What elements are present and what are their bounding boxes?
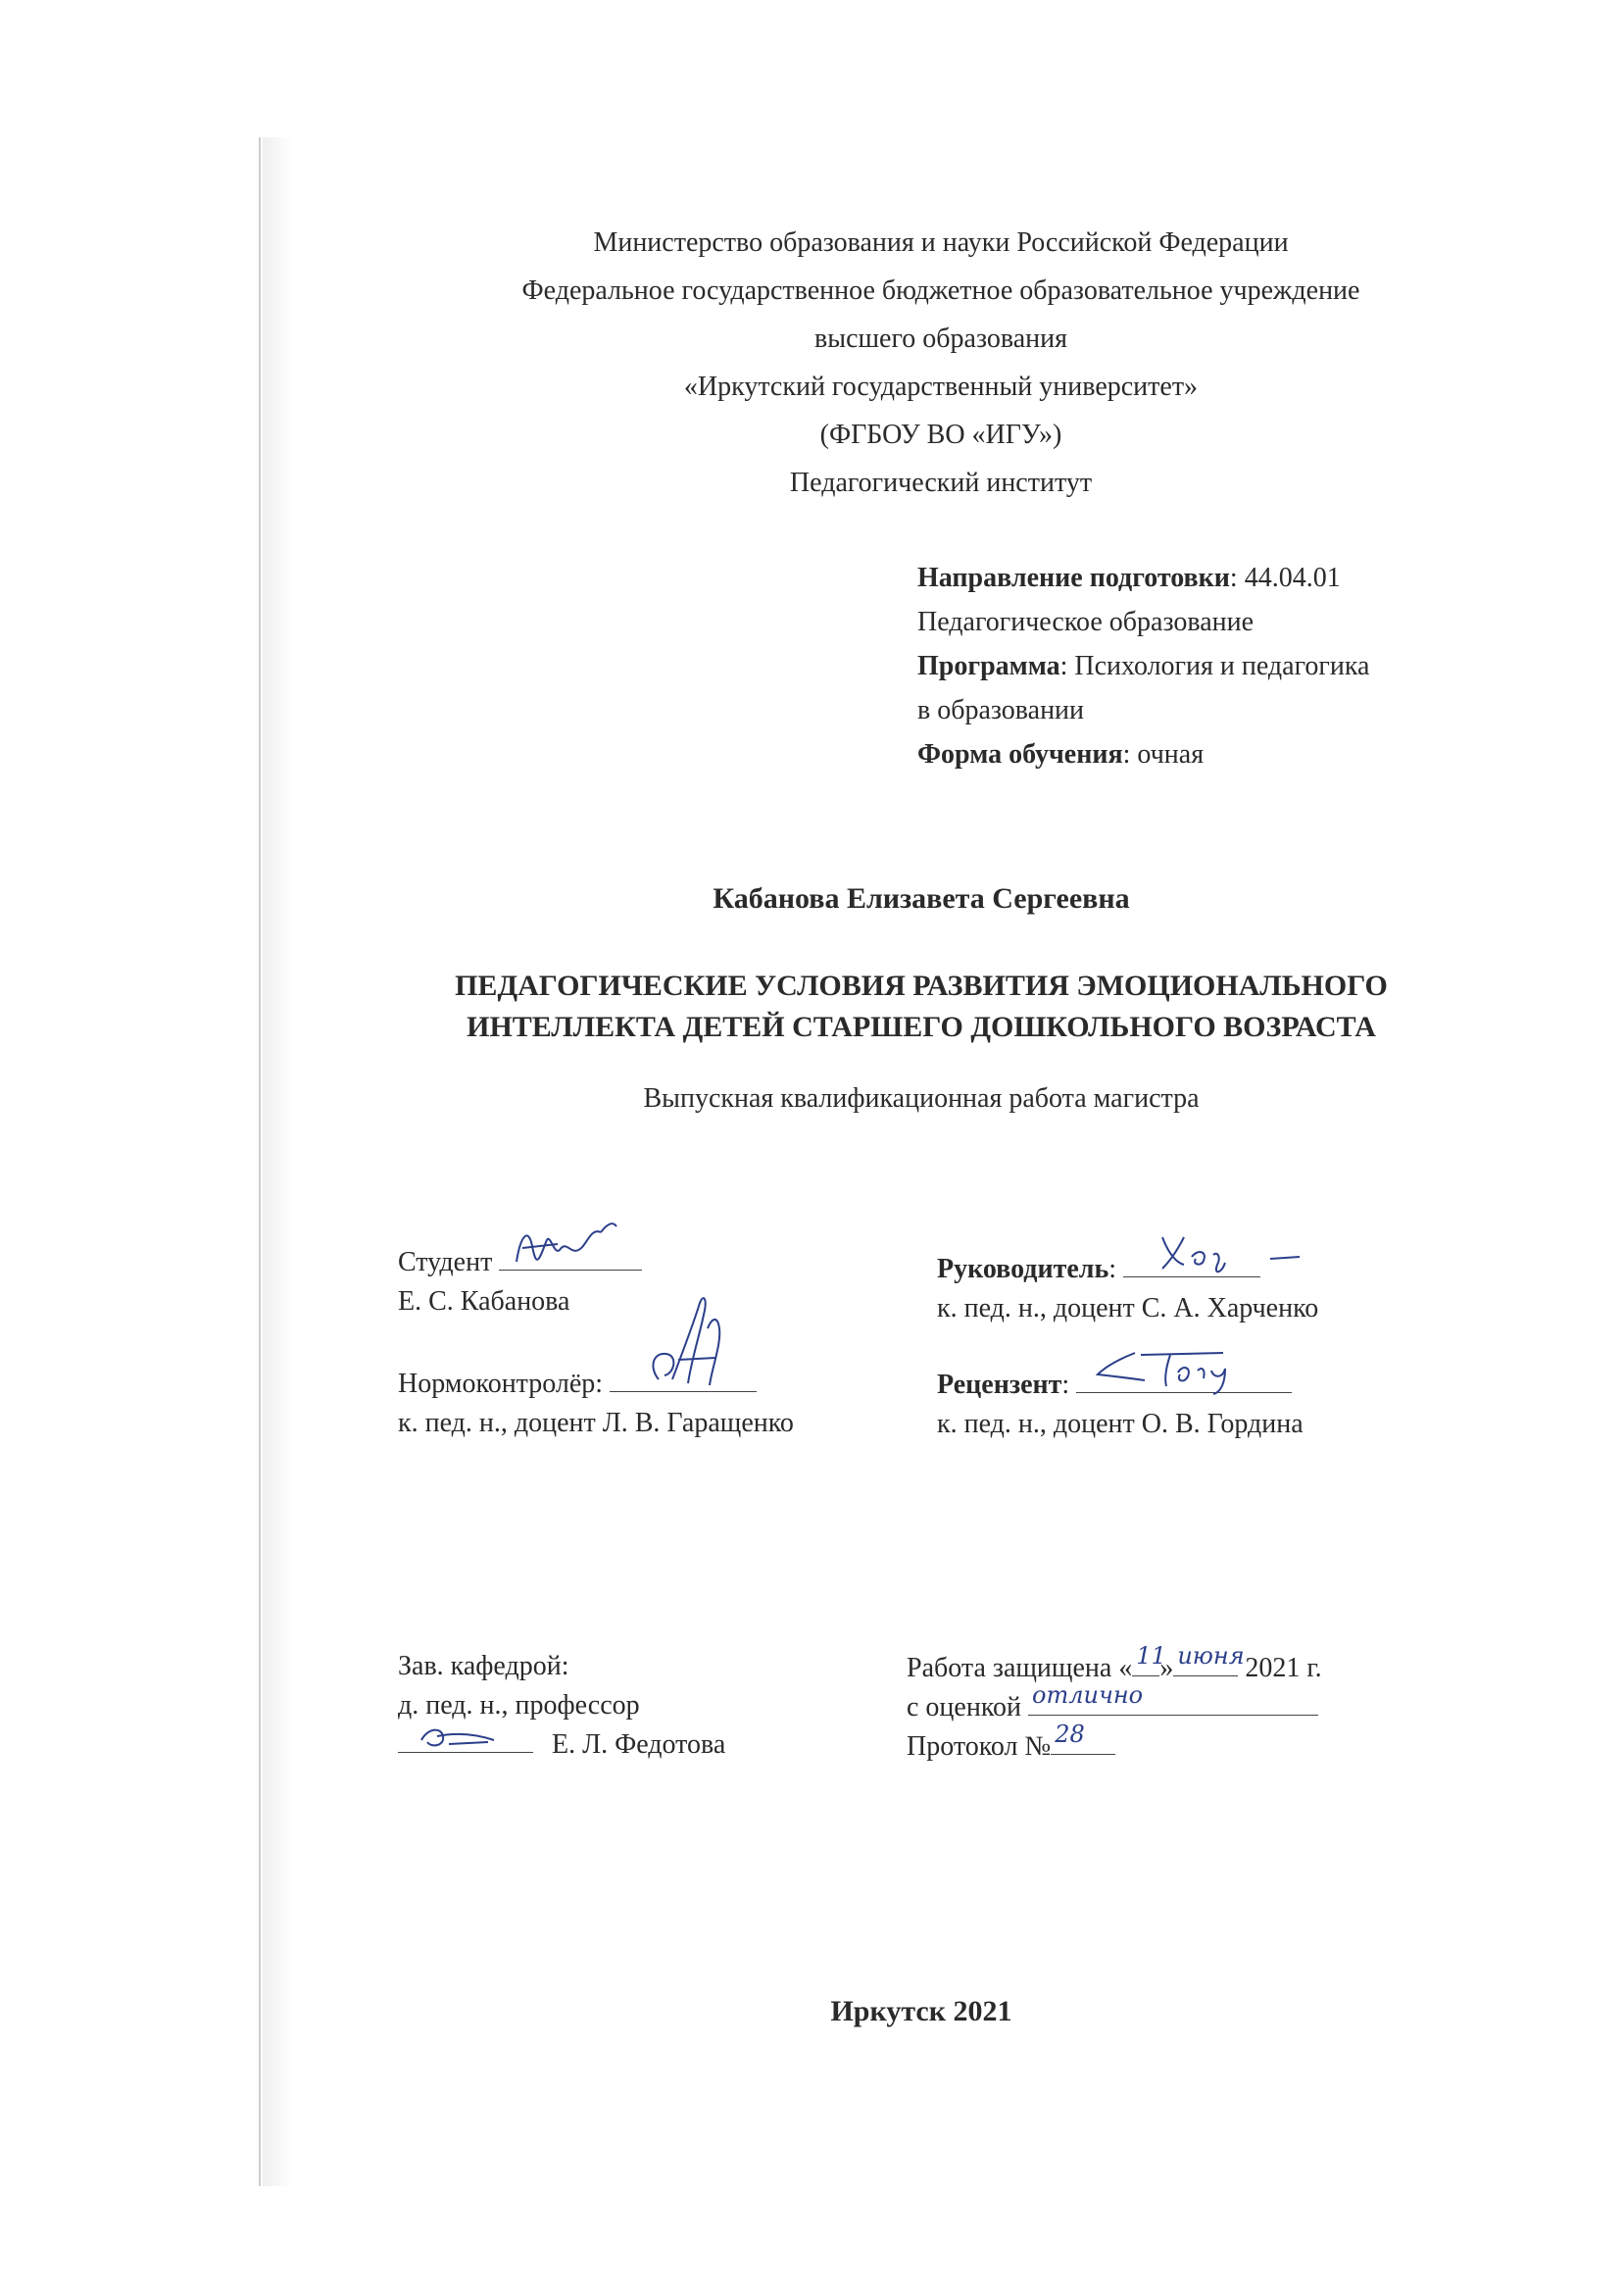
reviewer-signature-line — [1076, 1369, 1292, 1393]
form-line — [917, 732, 1466, 776]
header-line-institution-type: Федеральное государственное бюджетное образовательное учреждение — [521, 275, 1360, 306]
author-name: Кабанова Елизавета Сергеевна — [713, 882, 1130, 915]
thesis-title — [392, 966, 1451, 1048]
department-head-block — [398, 1647, 725, 1765]
thesis-type: Выпускная квалификационная работа магистра — [643, 1083, 1200, 1114]
defense-label: Работа защищена « — [907, 1653, 1133, 1683]
defense-day-blank — [1132, 1642, 1166, 1676]
header-line-ministry: Министерство образования и науки Российской Федерации — [593, 227, 1289, 258]
header-line-university: «Иркутский государственный университет» — [683, 372, 1199, 402]
program-value: : Психология и педагогика — [1059, 651, 1370, 681]
defense-month: июня — [1177, 1642, 1245, 1670]
direction-name: Педагогическое образование — [917, 607, 1255, 637]
grade-blank — [1028, 1681, 1318, 1716]
thesis-title-line-1: ПЕДАГОГИЧЕСКИЕ УСЛОВИЯ РАЗВИТИЯ ЭМОЦИОНАЛЬНОГО — [455, 970, 1388, 1002]
program-label: Программа — [917, 651, 1060, 681]
defense-day: 11 — [1136, 1642, 1166, 1670]
normcontrol-label: Нормоконтролёр: — [398, 1369, 604, 1399]
defense-year: 2021 г. — [1245, 1653, 1322, 1683]
normcontrol-signature-block — [398, 1365, 794, 1443]
header-line-education-level: высшего образования — [814, 324, 1067, 354]
department-head-name: Е. Л. Федотова — [552, 1729, 726, 1760]
defense-block — [907, 1642, 1322, 1767]
direction-label: Направление подготовки — [917, 563, 1230, 593]
supervisor-colon: : — [1108, 1254, 1117, 1284]
grade-label: с оценкой — [907, 1692, 1021, 1722]
direction-code: : 44.04.01 — [1229, 563, 1341, 593]
supervisor-name: к. пед. н., доцент С. А. Харченко — [937, 1293, 1319, 1323]
program-line — [917, 644, 1466, 688]
reviewer-colon: : — [1061, 1370, 1070, 1400]
grade-value: отлично — [1032, 1681, 1144, 1709]
department-head-degree: д. пед. н., профессор — [398, 1690, 640, 1721]
thesis-title-line-2: ИНТЕЛЛЕКТА ДЕТЕЙ СТАРШЕГО ДОШКОЛЬНОГО ВОЗРАСТА — [467, 1011, 1376, 1043]
supervisor-signature-icon — [1123, 1223, 1319, 1282]
program-value-cont: в образовании — [917, 695, 1085, 725]
city-year: Иркутск 2021 — [830, 1995, 1012, 2027]
supervisor-signature-block — [937, 1250, 1318, 1328]
reviewer-signature-block — [937, 1366, 1304, 1444]
student-signature-block — [398, 1243, 642, 1322]
protocol-label: Протокол № — [907, 1731, 1052, 1762]
institution-header — [451, 219, 1431, 507]
supervisor-label: Руководитель — [937, 1254, 1109, 1284]
scan-shadow — [263, 137, 292, 2186]
form-label: Форма обучения — [917, 739, 1123, 770]
defense-month-blank — [1173, 1642, 1245, 1676]
direction-line — [917, 556, 1466, 600]
normcontrol-signature-line — [610, 1368, 757, 1392]
student-name: Е. С. Кабанова — [398, 1286, 570, 1317]
defense-quote: » — [1159, 1653, 1174, 1683]
student-label: Студент — [398, 1247, 493, 1277]
header-line-abbreviation: (ФГБОУ ВО «ИГУ») — [819, 420, 1062, 450]
department-head-signature-line — [398, 1728, 533, 1753]
form-value: : очная — [1122, 739, 1205, 770]
student-signature-icon — [499, 1217, 646, 1275]
normcontrol-name: к. пед. н., доцент Л. В. Гаращенко — [398, 1408, 794, 1438]
study-meta — [917, 556, 1466, 776]
student-signature-line — [499, 1246, 642, 1271]
reviewer-signature-icon — [1076, 1339, 1302, 1398]
protocol-blank — [1051, 1721, 1115, 1755]
header-line-institute: Педагогический институт — [789, 468, 1093, 498]
department-head-label: Зав. кафедрой: — [398, 1651, 569, 1681]
supervisor-signature-line — [1123, 1253, 1260, 1277]
reviewer-name: к. пед. н., доцент О. В. Гордина — [937, 1409, 1304, 1439]
scan-edge — [259, 137, 261, 2186]
department-head-signature-icon — [398, 1719, 535, 1758]
protocol-number: 28 — [1055, 1721, 1085, 1748]
normcontrol-signature-icon — [610, 1289, 766, 1397]
reviewer-label: Рецензент — [937, 1370, 1062, 1400]
